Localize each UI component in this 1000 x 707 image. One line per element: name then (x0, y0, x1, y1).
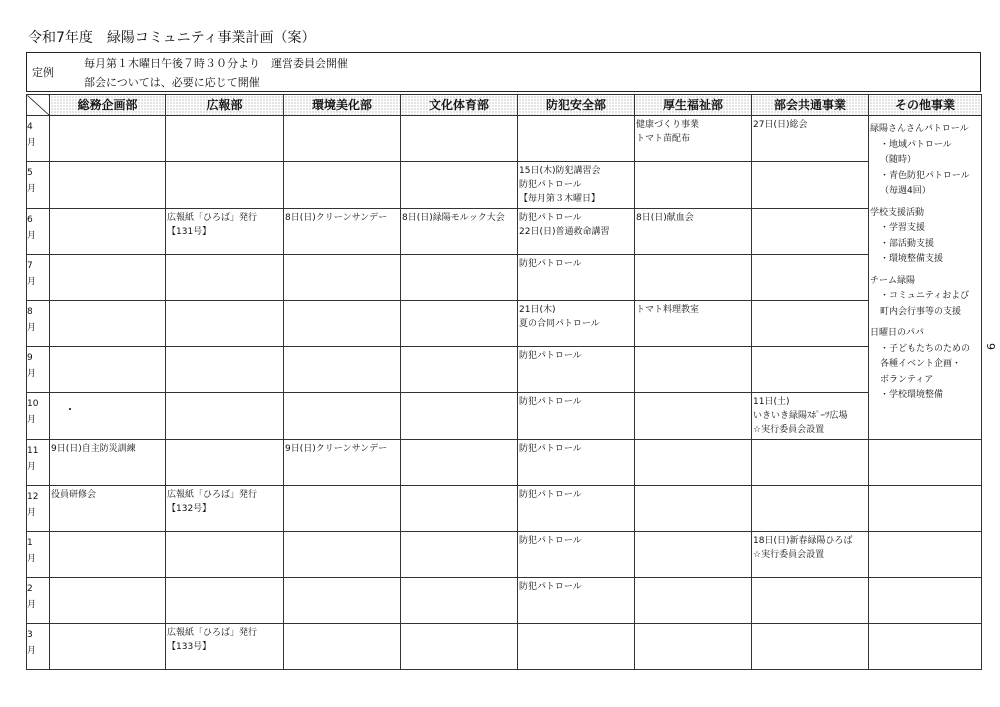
other-empty-cell (869, 532, 982, 578)
event-cell (401, 393, 518, 440)
event-text: 防犯パトロール (519, 213, 582, 223)
event-cell (166, 209, 284, 255)
event-cell (401, 440, 518, 486)
other-project-heading: 緑陽さんさんパトロール (870, 124, 969, 134)
event-text: 広報紙「ひろば」発行 (167, 213, 258, 223)
event-cell (518, 255, 635, 301)
event-text: 防犯パトロール (519, 536, 582, 546)
event-text: 9日(日)自主防災訓練 (51, 444, 136, 454)
other-project-group (870, 206, 980, 268)
event-cell (518, 532, 635, 578)
month-unit: 月 (27, 415, 37, 425)
event-text: 9日(日)クリーンサンデー (285, 444, 388, 454)
month-number: 3 (27, 630, 33, 640)
event-cell (401, 486, 518, 532)
event-text: トマト苗配布 (636, 134, 691, 144)
event-cell (518, 624, 635, 670)
event-cell (635, 532, 752, 578)
other-project-heading: チーム緑陽 (870, 275, 916, 286)
event-text: 防犯パトロール (519, 180, 582, 190)
table-row (27, 255, 982, 301)
annual-plan-table (26, 94, 982, 670)
event-cell (401, 255, 518, 301)
month-unit: 月 (27, 277, 37, 287)
table-row (27, 486, 982, 532)
event-cell (284, 116, 401, 162)
other-empty-cell (869, 440, 982, 486)
event-cell (50, 116, 166, 162)
month-unit: 月 (27, 138, 37, 148)
event-text: 防犯パトロール (519, 397, 582, 407)
header-cell: 広報部 (166, 95, 284, 116)
event-cell (635, 209, 752, 255)
event-cell (166, 532, 284, 578)
month-cell (27, 301, 50, 347)
month-cell (27, 162, 50, 209)
header-cell: 総務企画部 (50, 95, 166, 116)
event-cell (166, 162, 284, 209)
event-cell (401, 578, 518, 624)
other-project-group (870, 122, 980, 200)
other-projects-cell (869, 116, 982, 440)
regular-meeting-box (26, 52, 981, 92)
other-project-item: 町内会行事等の支援 (880, 306, 962, 317)
header-cell: その他事業 (869, 95, 982, 116)
month-unit: 月 (27, 369, 37, 379)
page-title: 令和7年度 緑陽コミュニティ事業計画（案） (28, 30, 316, 46)
event-cell (518, 209, 635, 255)
event-text: 【毎月第３木曜日】 (519, 194, 601, 204)
event-cell (518, 301, 635, 347)
event-cell (518, 116, 635, 162)
regular-meeting-line-2: 部会については、必要に応じて開催 (84, 76, 260, 89)
event-text: 11日(土) (753, 397, 790, 407)
event-cell (401, 347, 518, 393)
event-cell (284, 440, 401, 486)
event-cell (50, 301, 166, 347)
month-unit: 月 (27, 600, 37, 610)
event-text: 広報紙「ひろば」発行 (167, 490, 258, 500)
month-number: 12 (27, 492, 39, 502)
month-unit: 月 (27, 323, 37, 333)
event-cell (401, 209, 518, 255)
event-text: 【133号】 (167, 642, 212, 652)
event-cell (284, 532, 401, 578)
event-text: 18日(日)新春緑陽ひろば (753, 536, 853, 546)
event-text: 役員研修会 (51, 490, 97, 500)
event-text: 防犯パトロール (519, 351, 582, 361)
event-cell (752, 393, 869, 440)
event-cell (284, 347, 401, 393)
event-text: 8日(日)献血会 (636, 213, 694, 223)
table-row (27, 440, 982, 486)
table-row (27, 393, 982, 440)
month-number: 6 (27, 215, 33, 225)
other-project-item: （毎週4回） (880, 186, 931, 196)
event-text: 21日(木) (519, 305, 556, 315)
table-row (27, 209, 982, 255)
event-cell (635, 162, 752, 209)
table-row (27, 578, 982, 624)
month-unit: 月 (27, 184, 37, 194)
month-unit: 月 (27, 646, 37, 656)
other-project-item: ・子どもたちのための (880, 343, 971, 354)
event-cell (635, 624, 752, 670)
event-cell (752, 301, 869, 347)
event-cell (752, 209, 869, 255)
event-cell (635, 393, 752, 440)
event-cell (284, 486, 401, 532)
event-cell (401, 162, 518, 209)
event-text: 防犯パトロール (519, 582, 582, 592)
month-number: 2 (27, 584, 33, 594)
event-cell (401, 624, 518, 670)
event-cell (401, 532, 518, 578)
month-number: 8 (27, 307, 33, 317)
header-cell: 文化体育部 (401, 95, 518, 116)
event-cell (518, 347, 635, 393)
month-unit: 月 (27, 462, 37, 472)
other-project-item: ・環境整備支援 (880, 254, 944, 264)
event-text: 22日(日)普通救命講習 (519, 227, 610, 237)
header-cell: 厚生福祉部 (635, 95, 752, 116)
event-text: 夏の合同パトロール (519, 319, 600, 329)
month-number: 7 (27, 261, 33, 271)
event-text: トマト料理教室 (636, 305, 700, 315)
event-cell (50, 532, 166, 578)
month-cell (27, 116, 50, 162)
event-cell (518, 440, 635, 486)
other-project-item: ・学習支援 (880, 223, 926, 233)
other-project-group (870, 326, 980, 404)
event-cell (50, 393, 166, 440)
event-cell (166, 347, 284, 393)
header-cell: 部会共通事業 (752, 95, 869, 116)
month-cell (27, 624, 50, 670)
event-cell (166, 255, 284, 301)
event-cell (752, 440, 869, 486)
other-empty-cell (869, 624, 982, 670)
table-row (27, 624, 982, 670)
event-cell (635, 578, 752, 624)
corner-cell (27, 95, 50, 116)
event-cell (284, 578, 401, 624)
table-row (27, 347, 982, 393)
event-text: 15日(木)防犯講習会 (519, 166, 601, 176)
table-row (27, 301, 982, 347)
table-row (27, 162, 982, 209)
month-cell (27, 393, 50, 440)
month-number: 1 (27, 538, 33, 548)
event-cell (166, 624, 284, 670)
month-cell (27, 209, 50, 255)
event-cell (752, 578, 869, 624)
event-cell (752, 116, 869, 162)
other-project-heading: 日曜日のパパ (870, 328, 925, 338)
other-project-heading: 学校支援活動 (870, 207, 925, 218)
event-cell (752, 486, 869, 532)
event-cell (166, 393, 284, 440)
other-empty-cell (869, 578, 982, 624)
month-number: 5 (27, 168, 33, 178)
month-cell (27, 347, 50, 393)
header-cell: 環境美化部 (284, 95, 401, 116)
event-cell (518, 578, 635, 624)
event-cell (401, 301, 518, 347)
event-cell (166, 440, 284, 486)
event-text: 27日(日)総会 (753, 120, 808, 130)
page-number: 9 (984, 343, 997, 350)
month-unit: 月 (27, 231, 37, 241)
regular-meeting-label: 定例 (32, 66, 54, 79)
other-project-item: ・学校環境整備 (880, 390, 944, 400)
event-cell (635, 486, 752, 532)
event-cell (166, 116, 284, 162)
table-row (27, 532, 982, 578)
event-text: 【132号】 (167, 504, 212, 514)
event-text: 防犯パトロール (519, 490, 582, 500)
month-cell (27, 255, 50, 301)
event-cell (166, 578, 284, 624)
event-cell (284, 209, 401, 255)
other-project-item: ボランティア (880, 374, 934, 385)
other-project-item: ・青色防犯パトロール (880, 170, 970, 181)
event-cell (635, 440, 752, 486)
event-text: 広報紙「ひろば」発行 (167, 628, 258, 638)
event-text: 防犯パトロール (519, 259, 582, 269)
event-text: 【131号】 (167, 227, 212, 237)
event-text: ☆実行委員会設置 (753, 425, 825, 435)
other-project-item: 各種イベント企画・ (880, 359, 962, 369)
other-project-item: ・地域パトロール (880, 139, 952, 150)
event-text: 健康づくり事業 (636, 120, 700, 130)
event-text: 8日(日)クリーンサンデー (285, 213, 388, 223)
regular-meeting-line-1: 毎月第１木曜日午後７時３０分より 運営委員会開催 (84, 57, 348, 70)
month-number: 9 (27, 353, 33, 363)
event-text: 8日(日)緑陽モルック大会 (402, 213, 505, 223)
event-cell (50, 624, 166, 670)
other-empty-cell (869, 486, 982, 532)
event-cell (752, 624, 869, 670)
event-cell (50, 578, 166, 624)
event-cell (50, 209, 166, 255)
month-cell (27, 578, 50, 624)
event-cell (284, 255, 401, 301)
event-cell (50, 440, 166, 486)
event-text: 防犯パトロール (519, 444, 582, 454)
event-cell (166, 301, 284, 347)
event-text: いきいき緑陽ｽﾎﾟｰﾂ広場 (753, 411, 848, 421)
month-number: 11 (27, 446, 39, 456)
event-cell (50, 255, 166, 301)
event-text: ☆実行委員会設置 (753, 550, 825, 560)
other-project-item: （随時） (880, 155, 917, 165)
event-cell (50, 486, 166, 532)
table-row (27, 116, 982, 162)
month-unit: 月 (27, 508, 37, 518)
event-cell (401, 116, 518, 162)
month-cell (27, 486, 50, 532)
event-cell (752, 347, 869, 393)
other-project-item: ・コミュニティおよび (880, 291, 970, 301)
month-unit: 月 (27, 554, 37, 564)
event-cell (518, 486, 635, 532)
header-cell: 防犯安全部 (518, 95, 635, 116)
event-cell (50, 347, 166, 393)
speck (69, 408, 71, 410)
event-cell (284, 162, 401, 209)
month-number: 4 (27, 122, 33, 132)
event-cell (635, 255, 752, 301)
event-cell (752, 532, 869, 578)
event-cell (166, 486, 284, 532)
event-cell (518, 162, 635, 209)
month-number: 10 (27, 399, 39, 409)
event-cell (284, 301, 401, 347)
event-cell (752, 162, 869, 209)
event-cell (635, 347, 752, 393)
event-cell (284, 624, 401, 670)
other-project-group (870, 274, 980, 321)
month-cell (27, 440, 50, 486)
event-cell (518, 393, 635, 440)
event-cell (50, 162, 166, 209)
other-project-item: ・部活動支援 (880, 238, 935, 249)
event-cell (635, 301, 752, 347)
event-cell (284, 393, 401, 440)
event-cell (635, 116, 752, 162)
header-row (27, 95, 982, 116)
event-cell (752, 255, 869, 301)
month-cell (27, 532, 50, 578)
